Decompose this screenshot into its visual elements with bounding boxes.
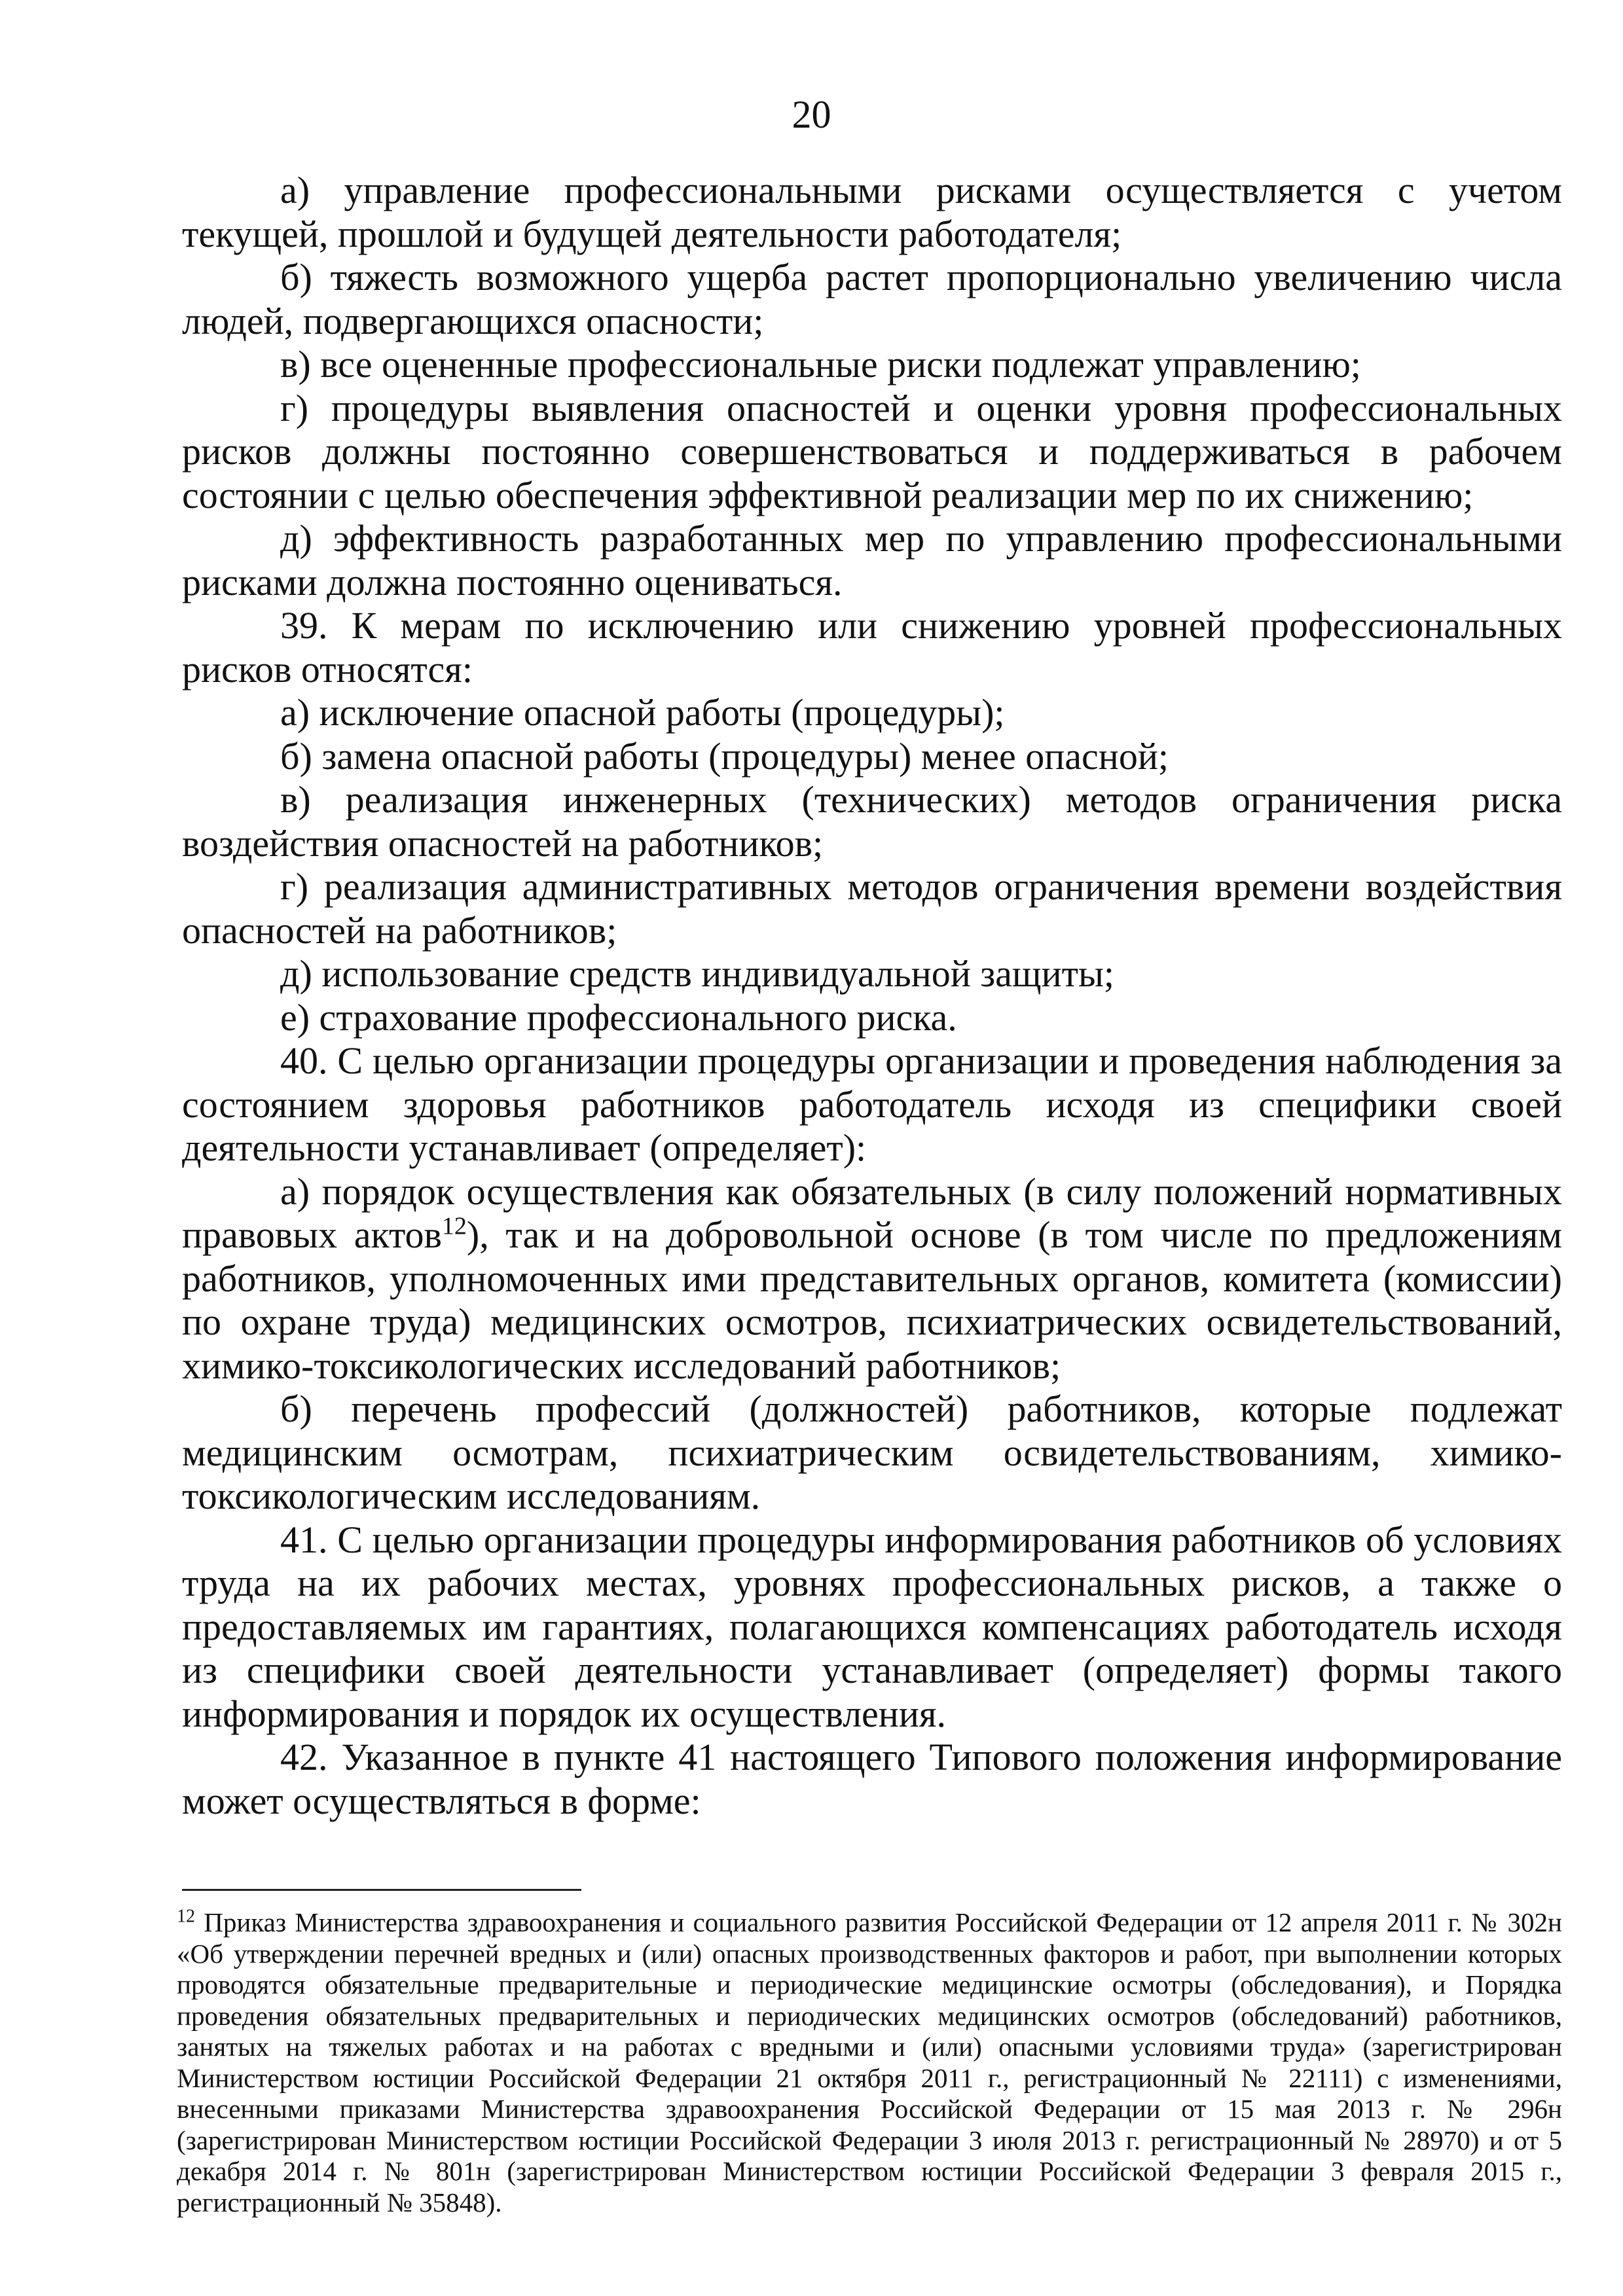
paragraph-39g: г) реализация административных методов ограничения времени воздействия опасностей на работников; <box>182 865 1562 952</box>
paragraph-38v: в) все оцененные профессиональные риски подлежат управлению; <box>280 343 1361 386</box>
paragraph-42: 42. Указанное в пункте 41 настоящего Типового положения информирование может осуществляться в форме: <box>182 1736 1562 1822</box>
paragraph-40a-text-start: а) порядок осуществления как обязательных (в силу положений нормативных правовых актов <box>182 1170 1562 1256</box>
paragraph-39v: в) реализация инженерных (технических) методов ограничения риска воздействия опасностей на работников; <box>182 778 1562 865</box>
footnote-12 <box>177 1907 1562 2218</box>
footnote-separator <box>182 1889 581 1891</box>
paragraph-38b: б) тяжесть возможного ущерба растет пропорционально увеличению числа людей, подвергающихся опасности; <box>182 256 1562 342</box>
paragraph-40b: б) перечень профессий (должностей) работников, которые подлежат медицинским осмотрам, психиатрическим освидетельствованиям, химико-токсикологическим исследованиям. <box>182 1388 1562 1517</box>
paragraph-39: 39. К мерам по исключению или снижению уровней профессиональных рисков относятся: <box>182 604 1562 691</box>
paragraph-38d: д) эффективность разработанных мер по управлению профессиональными рисками должна постоянно оцениваться. <box>182 517 1562 603</box>
paragraph-39d: д) использование средств индивидуальной защиты; <box>280 952 1115 995</box>
paragraph-41: 41. С целью организации процедуры информирования работников об условиях труда на их рабочих местах, уровнях профессиональных рисков, а также о предоставляемых им гарантиях, полагающихся компенсациях работодатель исходя из специфики своей деятельности устанавливает (определяет) формы такого информирования и порядок их осуществления. <box>182 1518 1562 1735</box>
footnote-reference-12[interactable]: 12 <box>441 1212 467 1240</box>
paragraph-40a <box>182 1170 1562 1388</box>
paragraph-39a: а) исключение опасной работы (процедуры); <box>280 691 1005 734</box>
paragraph-38a: а) управление профессиональными рисками осуществляется с учетом текущей, прошлой и будущей деятельности работодателя; <box>182 169 1562 255</box>
page-number: 20 <box>792 93 831 136</box>
footnote-marker: 12 <box>177 1906 195 1927</box>
paragraph-40: 40. С целью организации процедуры организации и проведения наблюдения за состоянием здоровья работников работодатель исходя из специфики своей деятельности устанавливает (определяет): <box>182 1039 1562 1169</box>
document-body <box>182 169 1562 1823</box>
paragraph-38g: г) процедуры выявления опасностей и оценки уровня профессиональных рисков должны постоянно совершенствоваться и поддерживаться в рабочем состоянии с целью обеспечения эффективной реализации мер по их снижению; <box>182 386 1562 516</box>
footnote-text: Приказ Министерства здравоохранения и социального развития Российской Федерации от 12 апреля 2011 г. № 302н «Об утверждении перечней вредных и (или) опасных производственных факторов и работ, при выполнении которых проводятся обязательные предварительные и периодические медицинские осмотры (обследования), и Порядка проведения обязательных предварительных и периодических медицинских осмотров (обследований) работников, занятых на тяжелых работах и на работах с вредными и (или) опасными условиями труда» (зарегистрирован Министерством юстиции Российской Федерации 21 октября 2011 г., регистрационный № 22111) с изменениями, внесенными приказами Министерства здравоохранения Российской Федерации от 15 мая 2013 г. № 296н (зарегистрирован Министерством юстиции Российской Федерации 3 июля 2013 г. регистрационный № 28970) и от 5 декабря 2014 г. № 801н (зарегистрирован Министерством юстиции Российской Федерации 3 февраля 2015 г., регистрационный № 35848). <box>177 1907 1562 2217</box>
paragraph-39b: б) замена опасной работы (процедуры) менее опасной; <box>280 734 1169 778</box>
paragraph-39e: е) страхование профессионального риска. <box>280 996 957 1039</box>
paragraph-40a-text-end: ), так и на добровольной основе (в том числе по предложениям работников, уполномоченных ими представительных органов, комитета (комиссии) по охране труда) медицинских осмотров, психиатрических освидетельствований, химико-токсикологических исследований работников; <box>182 1213 1562 1387</box>
